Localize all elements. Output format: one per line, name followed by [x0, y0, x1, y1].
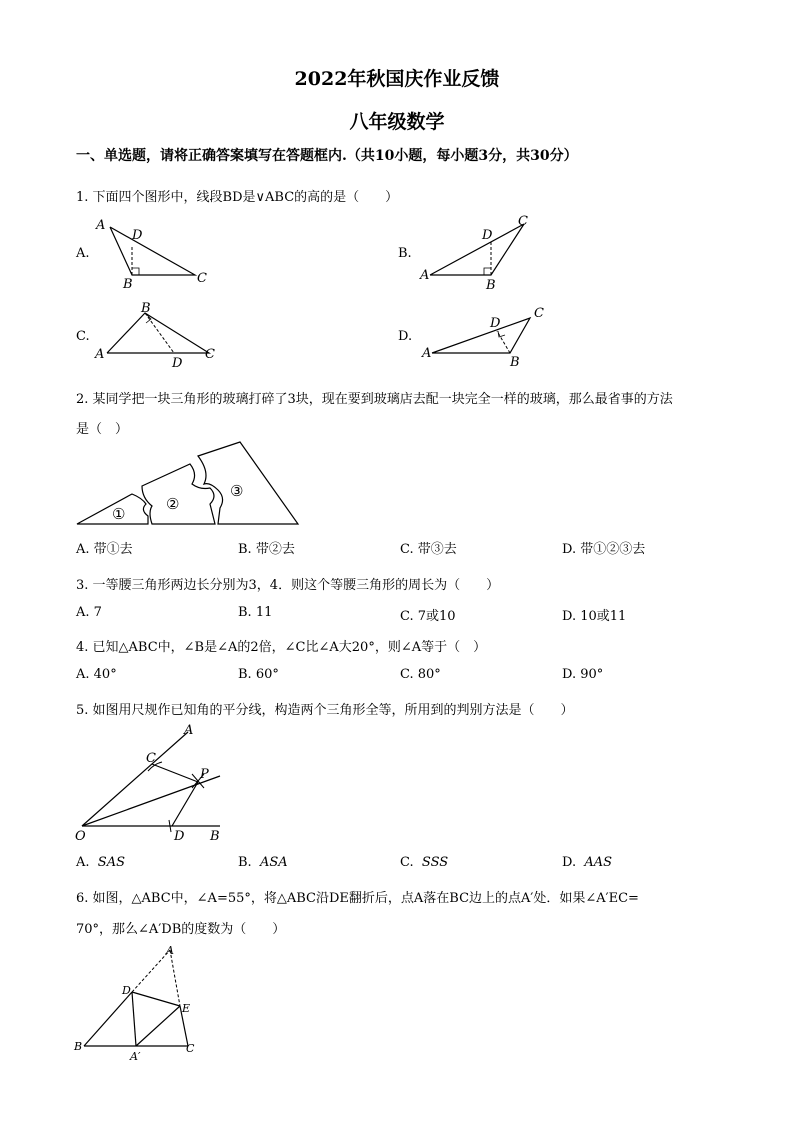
q2-option-c[interactable]: C. 带③去 [400, 542, 457, 557]
q5-point-label: P [200, 767, 209, 782]
q6-folded-triangle-figure [70, 942, 220, 1062]
q1a-point-label: A [96, 218, 106, 233]
q1a-point-label: D [132, 228, 143, 243]
question-5-text: 5. 如图用尺规作已知角的平分线，构造两个三角形全等，所用到的判别方法是（ ） [76, 703, 574, 718]
q4-option-a[interactable]: A. 40° [76, 667, 117, 682]
q2-option-b[interactable]: B. 带②去 [238, 542, 295, 557]
q1d-point-label: A [422, 346, 432, 361]
question-4-text: 4. 已知△ABC中，∠B是∠A的2倍，∠C比∠A大20°，则∠A等于（ ） [76, 640, 487, 655]
q1-option-c-label[interactable]: C. [76, 329, 90, 344]
q6-point-label: B [74, 1040, 83, 1053]
q5-point-label: A [184, 723, 194, 738]
q4-option-c[interactable]: C. 80° [400, 667, 441, 682]
q1-option-d-label[interactable]: D. [398, 329, 413, 344]
page-title: 2022年秋国庆作业反馈 [294, 68, 500, 90]
q1d-point-label: B [510, 355, 520, 370]
q5-option-b-letter: B. [238, 855, 252, 870]
q3-option-a[interactable]: A. 7 [76, 605, 102, 620]
q1-option-d-figure [418, 300, 553, 370]
question-2-text-cont: 是（ ） [76, 422, 129, 437]
q5-option-a-value: SAS [97, 855, 125, 870]
q5-option-b-value: ASA [259, 855, 288, 870]
q4-option-b[interactable]: B. 60° [238, 667, 279, 682]
q5-point-label: O [75, 829, 86, 844]
q1b-point-label: B [486, 278, 496, 293]
q6-point-label: A′ [130, 1050, 141, 1063]
q3-option-b[interactable]: B. 11 [238, 605, 273, 620]
question-2-text: 2. 某同学把一块三角形的玻璃打碎了3块，现在要到玻璃店去配一块完全一样的玻璃，那么最省事的方法 [76, 392, 673, 407]
q5-option-a[interactable] [76, 855, 125, 870]
q1-option-a-figure [90, 212, 220, 292]
q5-option-c-value: SSS [421, 855, 449, 870]
q5-point-label: C [146, 751, 156, 766]
q2-option-a[interactable]: A. 带①去 [76, 542, 133, 557]
q1-option-a-label[interactable]: A. [76, 246, 90, 261]
q5-option-c-letter: C. [400, 855, 414, 870]
q6-point-label: D [122, 984, 131, 997]
q1-option-c-figure [90, 300, 225, 370]
q6-point-label: C [186, 1042, 195, 1055]
q3-option-d[interactable]: D. 10或11 [562, 609, 627, 624]
q5-angle-bisector-figure [70, 722, 230, 846]
q1d-point-label: D [490, 316, 501, 331]
q1a-point-label: B [123, 277, 133, 292]
q5-option-a-letter: A. [76, 855, 90, 870]
q1c-point-label: A [95, 347, 105, 362]
question-6-text: 6. 如图，△ABC中，∠A=55°，将△ABC沿DE翻折后，点A落在BC边上的点A′处．如果∠A′EC= [76, 891, 639, 906]
q4-option-d[interactable]: D. 90° [562, 667, 604, 682]
q1-option-b-figure [418, 212, 548, 292]
q6-point-label: E [182, 1002, 191, 1015]
q2-broken-glass-figure [70, 438, 310, 530]
q5-point-label: D [174, 829, 185, 844]
q1b-point-label: D [482, 228, 493, 243]
q2-option-d[interactable]: D. 带①②③去 [562, 542, 646, 557]
q1b-point-label: C [518, 214, 528, 229]
q5-point-label: B [210, 829, 220, 844]
q5-option-d-letter: D. [562, 855, 577, 870]
section-heading: 一、单选题，请将正确答案填写在答题框内.（共10小题，每小题3分，共30分） [76, 148, 578, 164]
q5-option-d-value: AAS [584, 855, 613, 870]
question-1-text: 1. 下面四个图形中，线段BD是∨ABC的高的是（ ） [76, 190, 399, 205]
q5-option-d[interactable] [562, 855, 612, 870]
q1c-point-label: B [141, 301, 151, 316]
q5-option-c[interactable] [400, 855, 448, 870]
question-6-text-cont: 70°，那么∠A′DB的度数为（ ） [76, 922, 286, 937]
q6-point-label: A [166, 944, 174, 957]
q1b-point-label: A [420, 268, 430, 283]
q1-option-b-label[interactable]: B. [398, 246, 412, 261]
q2-piece-1-label: ① [112, 505, 126, 523]
q5-option-b[interactable] [238, 855, 288, 870]
q1d-point-label: C [534, 306, 544, 321]
page-subtitle: 八年级数学 [349, 111, 445, 133]
q1c-point-label: C [205, 347, 215, 362]
q1a-point-label: C [197, 271, 207, 286]
q2-piece-3-label: ③ [230, 482, 244, 500]
q1c-point-label: D [172, 356, 183, 371]
q3-option-c[interactable]: C. 7或10 [400, 609, 456, 624]
q2-piece-2-label: ② [166, 495, 180, 513]
question-3-text: 3. 一等腰三角形两边长分别为3，4．则这个等腰三角形的周长为（ ） [76, 578, 500, 593]
